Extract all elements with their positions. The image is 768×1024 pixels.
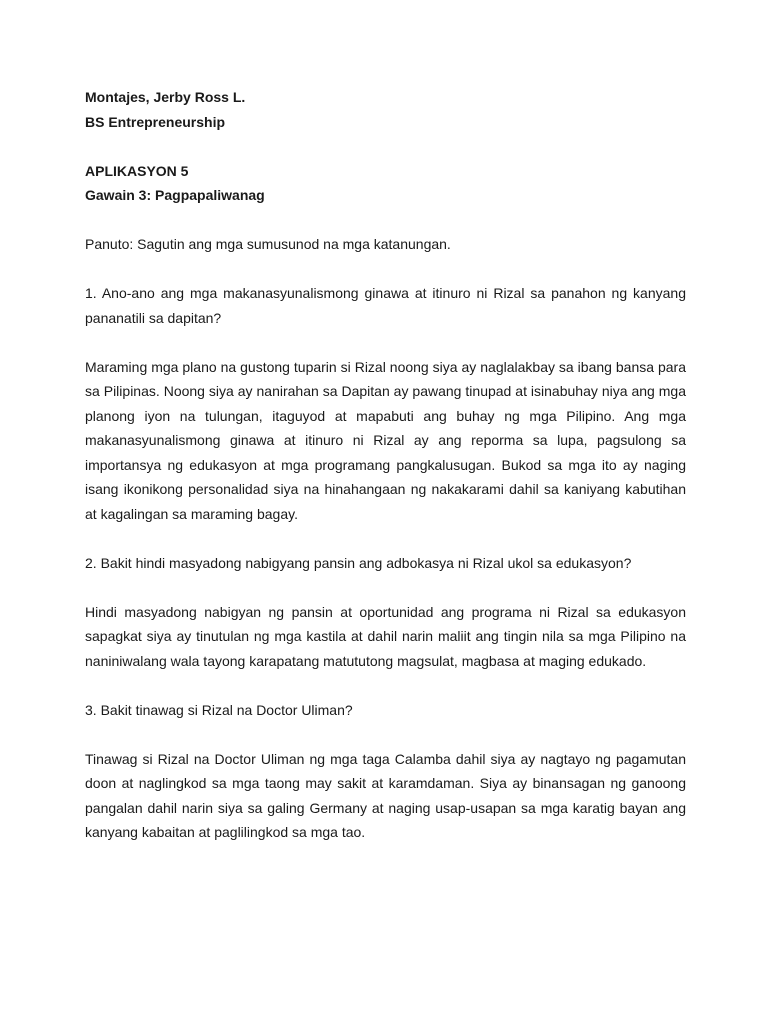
spacer xyxy=(85,257,686,282)
question-1: 1. Ano-ano ang mga makanasyunalismong ginawa at itinuro ni Rizal sa panahon ng kanyang pananatili sa dapitan? xyxy=(85,285,686,326)
question-3: 3. Bakit tinawag si Rizal na Doctor Uliman? xyxy=(85,701,353,718)
question-2: 2. Bakit hindi masyadong nabigyang pansin ang adbokasya ni Rizal ukol sa edukasyon? xyxy=(85,554,632,571)
spacer xyxy=(85,526,686,551)
activity-title: APLIKASYON 5 xyxy=(85,162,189,179)
spacer xyxy=(85,134,686,159)
student-name: Montajes, Jerby Ross L. xyxy=(85,89,246,105)
answer-2: Hindi masyadong nabigyan ng pansin at oportunidad ang programa ni Rizal sa edukasyon sapagkat siya ay tinutulan ng mga kastila at dahil narin maliit ang tingin nila sa mga Pilipino na naniniwalang wala tayong karapatang matututong magsulat, magbasa at maging edukado. xyxy=(85,603,686,669)
student-course: BS Entrepreneurship xyxy=(85,113,226,130)
answer-3: Tinawag si Rizal na Doctor Uliman ng mga taga Calamba dahil siya ay nagtayo ng pagamutan doon at naglingkod sa mga taong may sakit at karamdaman. Siya ay binansagan ng ganoong pangalan dahil narin siya sa galing Germany at naging usap-usapan sa mga karatig bayan ang kanyang kabaitan at paglilingkod sa mga tao. xyxy=(85,750,686,840)
spacer xyxy=(85,722,686,747)
spacer xyxy=(85,208,686,233)
answer-1: Maraming mga plano na gustong tuparin si Rizal noong siya ay naglalakbay sa ibang bansa para sa Pilipinas. Noong siya ay nanirahan sa Dapitan ay pawang tinupad at isinabuhay niya ang mga planong iyon na tulungan, itaguyod at mapabuti ang buhay ng mga Pilipino. Ang mga makanasyunalismong ginawa at itinuro ni Rizal ay ang reporma sa lupa, pagsulong sa importansya ng edukasyon at mga programang pangkalusugan. Bukod sa mga ito ay naging isang ikonikong personalidad siya na hinahangaan ng nakakarami dahil sa kaniyang kabutihan at kagalingan sa maraming bagay. xyxy=(85,358,686,522)
activity-subtitle: Gawain 3: Pagpapaliwanag xyxy=(85,187,265,203)
spacer xyxy=(85,330,686,355)
spacer xyxy=(85,575,686,600)
spacer xyxy=(85,673,686,698)
instruction-text: Panuto: Sagutin ang mga sumusunod na mga katanungan. xyxy=(85,236,451,252)
document-body xyxy=(85,85,686,845)
